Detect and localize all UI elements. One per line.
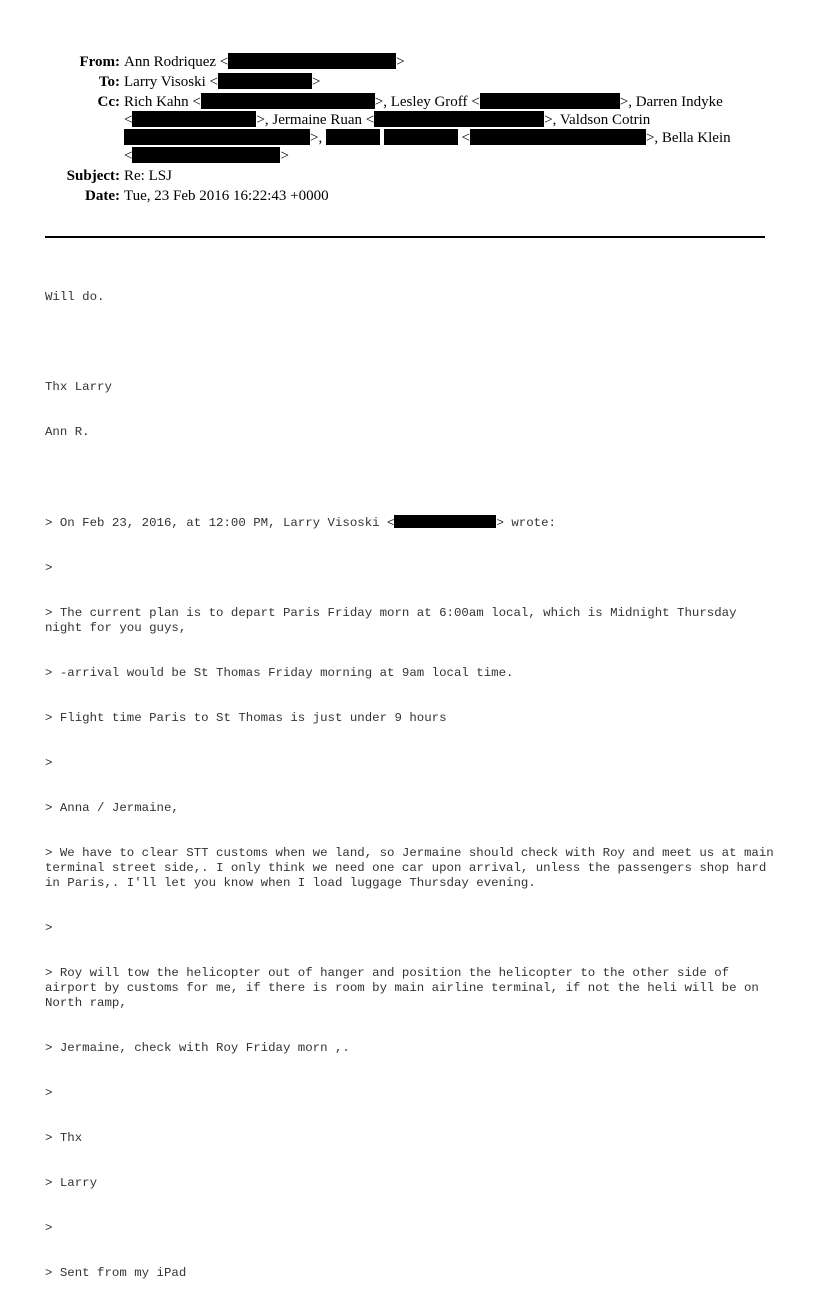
redaction-box (124, 129, 310, 145)
quote-attribution: > On Feb 23, 2016, at 12:00 PM, Larry Visoski < (45, 516, 395, 530)
cc-text: < (457, 130, 470, 146)
cc-text: >, Darren Indyke (619, 94, 723, 110)
body-line: Thx Larry (45, 380, 112, 394)
email-body (45, 260, 780, 1296)
redaction-box (470, 129, 646, 145)
date-value: Tue, 23 Feb 2016 16:22:43 +0000 (124, 188, 329, 204)
from-value (124, 53, 754, 71)
body-line: > Flight time Paris to St Thomas is just under 9 hours (45, 711, 447, 725)
body-line: > We have to clear STT customs when we land, so Jermaine should check with Roy and meet us at main terminal street side,. I only think we need one car upon arrival, unless the passengers shop hard in Paris,. I'll let you know when I load luggage Thursday evening. (45, 846, 782, 890)
body-line: > (45, 1221, 53, 1235)
cc-text: >, Valdson Cotrin (544, 112, 651, 128)
from-name: Ann Rodriquez < (124, 54, 229, 70)
to-value (124, 73, 754, 91)
from-row (0, 53, 816, 71)
cc-text: >, Bella Klein (645, 130, 731, 146)
cc-row (0, 93, 816, 165)
body-line: Ann R. (45, 425, 90, 439)
cc-text: Rich Kahn < (124, 94, 201, 110)
body-line: > (45, 561, 53, 575)
redaction-box (384, 129, 458, 145)
to-row (0, 73, 816, 91)
bracket-close: > (396, 54, 405, 70)
body-line (45, 470, 780, 485)
redaction-box (201, 93, 375, 109)
to-name: Larry Visoski < (124, 74, 218, 90)
redaction-box (480, 93, 620, 109)
redaction-box (326, 129, 380, 145)
redaction-box (228, 53, 396, 69)
body-line: > Anna / Jermaine, (45, 801, 179, 815)
bracket-close: > (311, 74, 321, 90)
from-label: From: (79, 54, 120, 70)
cc-text: >, (310, 130, 326, 146)
date-row (0, 187, 816, 205)
body-line (45, 335, 780, 350)
redaction-box (394, 515, 496, 528)
body-line: Will do. (45, 290, 105, 304)
body-line: > The current plan is to depart Paris Friday morn at 6:00am local, which is Midnight Thursday night for you guys, (45, 606, 744, 635)
cc-value (124, 93, 754, 165)
redaction-box (132, 111, 256, 127)
body-line: > (45, 1086, 53, 1100)
subject-value: Re: LSJ (124, 168, 172, 184)
body-line: > Larry (45, 1176, 98, 1190)
redaction-box (132, 147, 280, 163)
subject-row (0, 167, 816, 185)
quote-attribution-end: > wrote: (496, 516, 556, 530)
cc-text: < (124, 112, 133, 128)
header-divider (45, 236, 765, 238)
date-label: Date: (85, 188, 120, 204)
body-line (45, 515, 780, 531)
cc-label: Cc: (97, 94, 120, 110)
redaction-box (218, 73, 312, 89)
body-line: > Jermaine, check with Roy Friday morn ,. (45, 1041, 350, 1055)
body-line: > Thx (45, 1131, 83, 1145)
cc-text: >, Jermaine Ruan < (256, 112, 375, 128)
redaction-box (374, 111, 544, 127)
body-line: > -arrival would be St Thomas Friday morning at 9am local time. (45, 666, 514, 680)
email-header (0, 53, 816, 205)
bracket-close: > (280, 148, 289, 164)
to-label: To: (98, 74, 120, 90)
cc-text: < (124, 148, 133, 164)
cc-text: >, Lesley Groff < (374, 94, 480, 110)
subject-label: Subject: (66, 168, 120, 184)
body-line: > Sent from my iPad (45, 1266, 187, 1280)
body-line: > Roy will tow the helicopter out of hanger and position the helicopter to the other side of airport by customs for me, if there is room by main airline terminal, if not the heli will be on North ramp, (45, 966, 767, 1010)
body-line: > (45, 921, 53, 935)
body-line: > (45, 756, 53, 770)
